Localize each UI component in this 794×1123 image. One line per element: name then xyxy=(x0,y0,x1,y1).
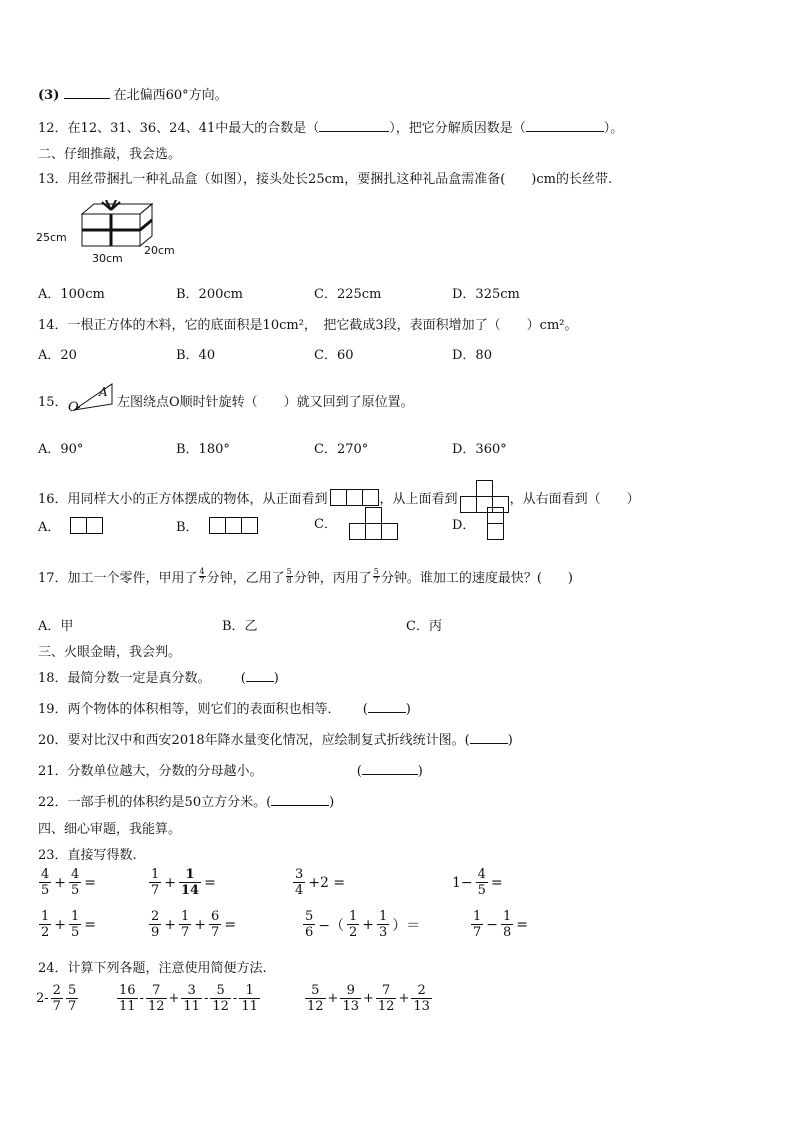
q20-text: 20．要对比汉中和西安2018年降水量变化情况，应绘制复式折线统计图。( xyxy=(38,733,470,748)
q16-option-b[interactable] xyxy=(176,516,257,535)
paren-left: ( xyxy=(362,702,368,717)
question-15 xyxy=(38,391,68,410)
paren-right: ) xyxy=(329,795,335,810)
q16-option-c-label: C． xyxy=(314,517,337,532)
q21-text: 21．分数单位越大，分数的分母越小。 xyxy=(38,764,263,779)
paren-right: ) xyxy=(405,702,411,717)
q12-text-c: ）。 xyxy=(603,121,624,136)
fraction-yi: 5 8 xyxy=(286,567,292,585)
q17-option-c[interactable]: C．丙 xyxy=(406,619,442,634)
q17-text-c: 分钟，丙用了 xyxy=(293,571,372,586)
point-o-label: O xyxy=(68,400,79,415)
answer-blank[interactable] xyxy=(362,762,418,775)
q14-option-a[interactable]: A．20 xyxy=(38,348,77,363)
q16-text-b: ，从上面看到 xyxy=(379,492,458,507)
answer-blank[interactable] xyxy=(470,731,508,744)
q16-option-c[interactable] xyxy=(314,506,397,540)
q15-option-d[interactable]: D．360° xyxy=(452,442,507,457)
q12-text-b: ），把它分解质因数是（ xyxy=(389,121,526,136)
question-12 xyxy=(38,117,623,136)
question-17 xyxy=(38,567,573,586)
question-21 xyxy=(38,760,423,779)
answer-blank[interactable] xyxy=(368,700,406,713)
fraction-jia: 4 7 xyxy=(199,567,205,585)
q16-text-c: ，从右面看到（ ） xyxy=(509,492,640,507)
option-b-figure xyxy=(209,517,257,534)
q16-option-d[interactable] xyxy=(452,506,503,540)
q14-option-b[interactable]: B．40 xyxy=(176,348,216,363)
q22-text: 22．一部手机的体积约是50立方分米。( xyxy=(38,795,272,810)
q17-text-a: 17．加工一个零件，甲用了 xyxy=(38,571,198,586)
q16-option-d-label: D． xyxy=(452,517,476,533)
expr-23-7: $\frac{5}{6}$ −（ $\frac{1}{2}$ + $\frac{1}{3}$ ）＝ xyxy=(305,909,421,940)
expr-23-4: 1− $\frac{4}{5}$ = xyxy=(452,867,503,898)
q13-option-b[interactable]: B．200cm xyxy=(176,287,243,302)
question-16 xyxy=(38,474,640,507)
q11-part3-number: (3) xyxy=(38,88,60,103)
option-d-figure xyxy=(487,507,503,540)
q13-option-a[interactable]: A．100cm xyxy=(38,287,105,302)
q16-option-b-label: B． xyxy=(176,520,199,535)
q16-option-a[interactable] xyxy=(38,516,102,535)
expr-24-1: 2- $\frac{2}{7}$ $\frac{5}{7}$ xyxy=(36,983,77,1014)
question-18 xyxy=(38,667,279,686)
section-3-heading: 三、火眼金睛，我会判。 xyxy=(38,645,182,660)
expr-23-2: $\frac{1}{7}$ + $\frac{1}{14}$ = xyxy=(151,867,216,898)
q13-option-d[interactable]: D．325cm xyxy=(452,287,520,302)
section-2-heading: 二、仔细推敲，我会选。 xyxy=(38,147,182,162)
fraction-bing: 5 7 xyxy=(373,567,379,585)
answer-blank[interactable] xyxy=(271,793,329,806)
expr-23-6: $\frac{2}{9}$ + $\frac{1}{7}$ + $\frac{6}{7}$ = xyxy=(151,909,237,940)
q17-option-a[interactable]: A．甲 xyxy=(38,619,74,634)
answer-blank[interactable] xyxy=(246,669,274,682)
q15-number: 15． xyxy=(38,395,68,410)
q19-text: 19．两个物体的体积相等，则它们的表面积也相等． xyxy=(38,702,341,717)
q17-option-b[interactable]: B．乙 xyxy=(222,619,258,634)
expr-23-3: $\frac{3}{4}$ +2 = xyxy=(295,867,346,898)
section-4-heading: 四、细心审题，我能算。 xyxy=(38,822,182,837)
option-a-figure xyxy=(70,517,102,534)
point-a-label: A xyxy=(99,385,108,399)
question-24: 24．计算下列各题，注意使用简便方法. xyxy=(38,961,267,976)
paren-left: ( xyxy=(240,671,246,686)
question-22 xyxy=(38,791,334,810)
q17-text-b: 分钟，乙用了 xyxy=(206,571,285,586)
q11-part3-text: 在北偏西60°方向。 xyxy=(113,88,228,103)
expr-23-1: $\frac{4}{5}$ + $\frac{4}{5}$ = xyxy=(41,867,97,898)
answer-blank[interactable] xyxy=(64,86,110,99)
front-view-figure xyxy=(330,489,378,506)
q12-text-a: 12．在12、31、36、24、41中最大的合数是（ xyxy=(38,121,320,136)
paren-right: ) xyxy=(417,764,423,779)
q13-option-c[interactable]: C．225cm xyxy=(314,287,382,302)
box-width-label: 20cm xyxy=(144,244,175,257)
box-height-label: 25cm xyxy=(36,231,67,244)
q11-part3 xyxy=(38,84,228,103)
question-20 xyxy=(38,729,513,748)
q16-text-a: 16．用同样大小的正方体摆成的物体，从正面看到 xyxy=(38,492,328,507)
q15-text: 左图绕点O顺时针旋转（ ）就又回到了原位置。 xyxy=(117,395,414,410)
set-square-figure xyxy=(66,376,116,416)
expr-24-2: $\frac{16}{11}$ - $\frac{7}{12}$ + $\frac{3}{11}$ - $\frac{5}{12}$ - $\frac{1}{11}$ xyxy=(119,983,258,1014)
q15-option-c[interactable]: C．270° xyxy=(314,442,369,457)
box-length-label: 30cm xyxy=(92,252,123,265)
expr-23-5: $\frac{1}{2}$ + $\frac{1}{5}$ = xyxy=(41,909,97,940)
question-19 xyxy=(38,698,411,717)
expr-23-8: $\frac{1}{7}$ − $\frac{1}{8}$ = xyxy=(473,909,529,940)
question-13: 13．用丝带捆扎一种礼品盒（如图），接头处长25cm，要捆扎这种礼品盒需准备( )cm的长丝带. xyxy=(38,172,613,187)
question-14: 14．一根正方体的木料，它的底面积是10cm²， 把它截成3段，表面积增加了（ ）cm²。 xyxy=(38,318,578,333)
answer-blank[interactable] xyxy=(526,119,604,132)
q14-option-d[interactable]: D．80 xyxy=(452,348,492,363)
answer-blank[interactable] xyxy=(319,119,389,132)
paren-right: ) xyxy=(507,733,513,748)
q15-option-b[interactable]: B．180° xyxy=(176,442,230,457)
q16-option-a-label: A． xyxy=(38,520,61,535)
q15-option-a[interactable]: A．90° xyxy=(38,442,84,457)
gift-box-figure xyxy=(36,200,186,266)
q14-option-c[interactable]: C．60 xyxy=(314,348,354,363)
q17-text-d: 分钟。谁加工的速度最快？( ) xyxy=(380,571,574,586)
q18-text: 18．最简分数一定是真分数。 xyxy=(38,671,211,686)
paren-right: ) xyxy=(273,671,279,686)
expr-24-3: $\frac{5}{12}$ + $\frac{9}{13}$ + $\frac{7}{12}$ + $\frac{2}{13}$ xyxy=(307,983,430,1014)
option-c-figure xyxy=(349,507,397,540)
paren-left: ( xyxy=(356,764,362,779)
question-23: 23．直接写得数. xyxy=(38,848,137,863)
